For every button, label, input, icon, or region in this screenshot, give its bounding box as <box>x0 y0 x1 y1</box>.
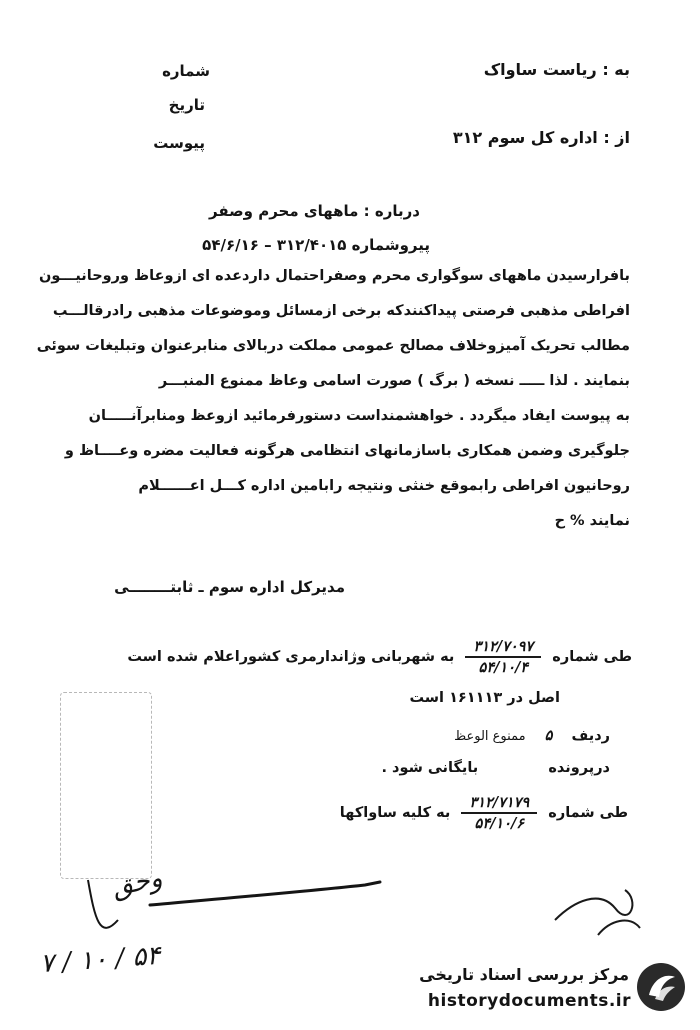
row-value: ۵ <box>544 727 553 744</box>
note-2-number: ۳۱۲/۷۱۷۹ <box>461 794 537 814</box>
note-1-fraction <box>465 638 541 676</box>
number-label: شماره <box>162 62 210 80</box>
body-line: به پیوست ایفاد میگردد . خواهشمنداست دستورفرمائید ازوعظ ومنابرآنـــــان <box>88 408 630 424</box>
date-label: تاریخ <box>168 96 205 114</box>
recipient-line: به : ریاست ساواک <box>483 60 630 79</box>
row-label: ردیف <box>571 728 610 744</box>
handwritten-date: ۷ / ۱۰ / ۵۴ <box>39 940 162 980</box>
note-2-prefix: طی شماره <box>548 805 628 821</box>
signature-scribble <box>0 860 700 970</box>
watermark-url: historydocuments.ir <box>427 991 631 1011</box>
sender-line: از : اداره کل سوم ۳۱۲ <box>452 128 630 147</box>
note-2-suffix: به کلیه ساواکها <box>339 805 451 821</box>
body-line: بنمایند . لذا ـــــ نسخه ( برگ ) صورت اسامی وعاظ ممنوع المنبـــر <box>158 373 630 389</box>
signature-line: مدیرکل اداره سوم ـ ثابتــــــــی <box>114 578 345 596</box>
row-note <box>454 727 610 744</box>
file-note <box>381 760 610 776</box>
attachment-label: پیوست <box>153 134 205 152</box>
watermark-title: مرکز بررسی اسناد تاریخی <box>419 965 629 984</box>
reference-line: پیروشماره ۳۱۲/۴۰۱۵ – ۵۴/۶/۱۶ <box>202 236 430 254</box>
original-note: اصل در ۱۶۱۱۱۳ است <box>409 690 560 706</box>
body-line: بافرارسیدن ماههای سوگواری محرم وصفراحتمال داردعده ای ازوعاظ وروحانیـــون <box>39 268 630 284</box>
note-1-suffix: به شهربانی وژاندارمری کشوراعلام شده است <box>127 649 455 665</box>
body-line: روحانیون افراطی رابموقع خنثی ونتیجه رابامین اداره کـــل اعــــــلام <box>138 478 630 494</box>
note-1 <box>127 638 632 676</box>
body-line: مطالب تحریک آمیزوخلاف مصالح عمومی مملکت دربالای منابرعنوان وتبلیغات سوئی <box>36 338 630 354</box>
watermark <box>395 955 695 1025</box>
body-line: جلوگیری وضمن همکاری باسازمانهای انتظامی هرگونه فعالیت مضره وعــــاظ و <box>64 443 630 459</box>
handwritten-initials: وحق <box>109 863 165 903</box>
file-label: درپرونده <box>548 760 610 776</box>
note-1-number: ۳۱۲/۷۰۹۷ <box>465 638 541 658</box>
note-1-date: ۵۴/۱۰/۴ <box>478 659 529 676</box>
subject-line: درباره : ماههای محرم وصفر <box>209 202 420 220</box>
body-line: نمایند % ح <box>554 513 630 529</box>
note-2 <box>340 794 628 832</box>
note-2-fraction <box>461 794 537 832</box>
body-line: افراطی مذهبی فرصتی پیداکنندکه برخی ازمسائل وموضوعات مذهبی رادرقالـــب <box>52 303 630 319</box>
row-suffix: ممنوع الوعظ <box>454 729 526 744</box>
note-2-date: ۵۴/۱۰/۶ <box>474 815 525 832</box>
file-suffix: بایگانی شود . <box>381 760 479 776</box>
note-1-prefix: طی شماره <box>552 649 632 665</box>
archive-logo-icon <box>635 961 687 1013</box>
faded-stamp <box>60 692 152 879</box>
